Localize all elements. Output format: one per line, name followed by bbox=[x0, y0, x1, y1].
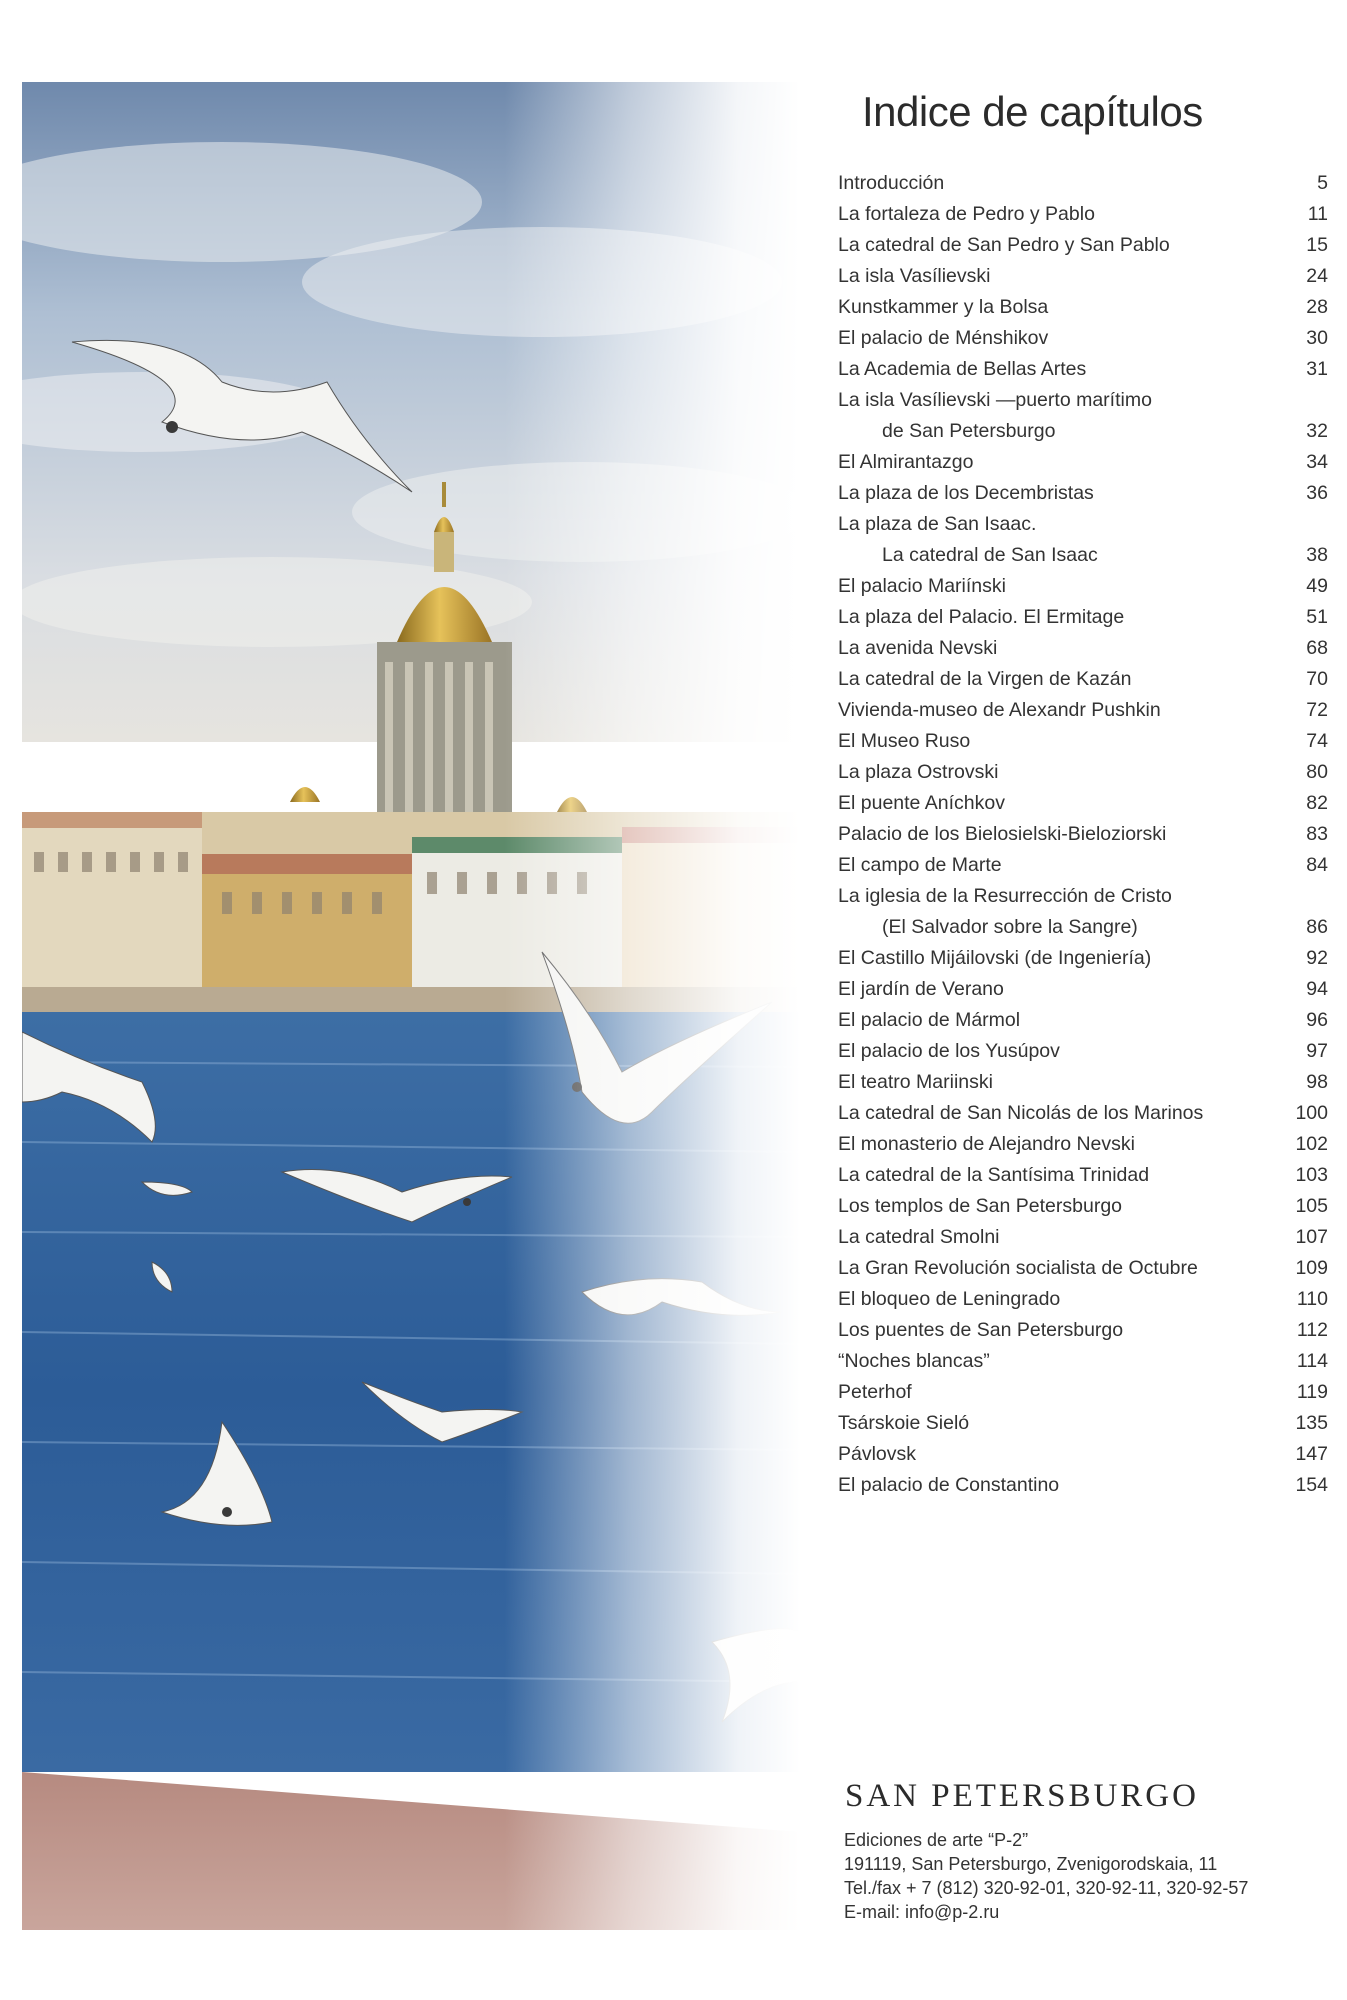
toc-entry-title bbox=[838, 1253, 1198, 1284]
table-of-contents bbox=[838, 168, 1328, 1501]
toc-entry-title bbox=[838, 323, 1048, 354]
toc-entry-title bbox=[838, 633, 997, 664]
toc-entry bbox=[838, 1191, 1328, 1222]
toc-entry-title bbox=[838, 571, 1006, 602]
toc-entry bbox=[838, 199, 1328, 230]
toc-entry-title-text: Los puentes de San Petersburgo bbox=[838, 1319, 1124, 1341]
publisher-address: 191119, San Petersburgo, Zvenigorodskaia, 11 bbox=[844, 1854, 1218, 1874]
toc-entry-title-text: El palacio de los Yusúpov bbox=[838, 1040, 1060, 1062]
toc-entry-page-number: 114 bbox=[1296, 1350, 1328, 1372]
photo-fade-overlay bbox=[22, 82, 800, 1930]
toc-entry-title-continuation: de San Petersburgo bbox=[882, 420, 1056, 442]
toc-entry-title-text: La catedral de San Pedro y San Pablo bbox=[838, 234, 1170, 256]
toc-entry-page-number: 32 bbox=[1306, 420, 1328, 442]
toc-entry bbox=[838, 664, 1328, 695]
toc-title: Indice de capítulos bbox=[862, 88, 1203, 135]
toc-entry-title-text: Vivienda-museo de Alexandr Pushkin bbox=[838, 699, 1161, 721]
toc-entry-title-text: El Castillo Mijáilovski (de Ingeniería) bbox=[838, 947, 1152, 969]
toc-entry-title-text: Introducción bbox=[838, 172, 945, 194]
toc-entry bbox=[838, 478, 1328, 509]
toc-entry bbox=[838, 695, 1328, 726]
publisher-phone: Tel./fax + 7 (812) 320-92-01, 320-92-11, 320-92-57 bbox=[844, 1878, 1249, 1898]
toc-entry-page-number: 80 bbox=[1306, 761, 1328, 783]
toc-entry-title-text: La catedral Smolni bbox=[838, 1226, 1000, 1248]
toc-entry-title-text: La isla Vasílievski —puerto marítimo bbox=[838, 389, 1152, 411]
toc-entry bbox=[838, 602, 1328, 633]
toc-entry-title-text: El campo de Marte bbox=[838, 854, 1002, 876]
toc-entry-title-text: Los templos de San Petersburgo bbox=[838, 1195, 1123, 1217]
toc-entry bbox=[838, 447, 1328, 478]
toc-entry-title-continuation: La catedral de San Isaac bbox=[882, 544, 1098, 566]
toc-entry-page-number: 49 bbox=[1306, 575, 1328, 597]
toc-entry bbox=[838, 323, 1328, 354]
toc-entry bbox=[838, 819, 1328, 850]
toc-entry bbox=[838, 571, 1328, 602]
toc-entry-title bbox=[838, 788, 1005, 819]
toc-entry-page-number: 102 bbox=[1295, 1133, 1328, 1155]
toc-entry bbox=[838, 788, 1328, 819]
toc-entry-page-number: 31 bbox=[1306, 358, 1328, 380]
toc-entry-page-number: 84 bbox=[1306, 854, 1328, 876]
toc-entry bbox=[838, 168, 1328, 199]
toc-entry-title bbox=[838, 168, 944, 199]
toc-entry bbox=[838, 1129, 1328, 1160]
toc-entry-title-text: Palacio de los Bielosielski-Bieloziorski bbox=[838, 823, 1167, 845]
toc-entry-title bbox=[838, 819, 1166, 850]
toc-entry-page-number: 68 bbox=[1306, 637, 1328, 659]
toc-entry-title-text: La catedral de la Virgen de Kazán bbox=[838, 668, 1132, 690]
toc-entry bbox=[838, 1346, 1328, 1377]
toc-entry-page-number: 98 bbox=[1306, 1071, 1328, 1093]
toc-entry-title-text: El jardín de Verano bbox=[838, 978, 1004, 1000]
toc-entry-page-number: 34 bbox=[1306, 451, 1328, 473]
toc-entry bbox=[838, 726, 1328, 757]
toc-entry-page-number: 70 bbox=[1306, 668, 1328, 690]
toc-entry-title bbox=[838, 292, 1048, 323]
toc-entry-page-number: 94 bbox=[1306, 978, 1328, 1000]
toc-entry bbox=[838, 1315, 1328, 1346]
publisher-email: E-mail: info@p-2.ru bbox=[844, 1902, 1000, 1922]
toc-entry-page-number: 110 bbox=[1296, 1288, 1328, 1310]
toc-entry-title bbox=[838, 850, 1002, 881]
toc-entry bbox=[838, 1408, 1328, 1439]
toc-entry-title bbox=[838, 664, 1131, 695]
toc-entry-title-text: El Almirantazgo bbox=[838, 451, 974, 473]
book-title: SAN PETERSBURGO bbox=[845, 1778, 1199, 1814]
toc-entry-title bbox=[838, 1439, 916, 1470]
toc-entry-page-number: 5 bbox=[1317, 172, 1328, 194]
toc-entry-title bbox=[838, 974, 1004, 1005]
toc-entry-page-number: 92 bbox=[1306, 947, 1328, 969]
toc-entry-title bbox=[838, 1315, 1123, 1346]
toc-entry-title bbox=[838, 1408, 969, 1439]
toc-entry bbox=[838, 633, 1328, 664]
toc-entry-title bbox=[838, 1222, 1000, 1253]
toc-entry-title bbox=[838, 1284, 1060, 1315]
toc-entry bbox=[838, 943, 1328, 974]
toc-entry-title bbox=[838, 509, 1098, 571]
toc-entry-title bbox=[838, 1470, 1059, 1501]
toc-entry-page-number: 100 bbox=[1295, 1102, 1328, 1124]
toc-entry-title bbox=[838, 447, 973, 478]
toc-entry-title bbox=[838, 478, 1094, 509]
toc-entry-title-text: Tsárskoie Sieló bbox=[838, 1412, 970, 1434]
toc-entry-title-text: El Museo Ruso bbox=[838, 730, 971, 752]
toc-entry bbox=[838, 974, 1328, 1005]
toc-entry-page-number: 86 bbox=[1306, 916, 1328, 938]
toc-entry-title bbox=[838, 230, 1170, 261]
toc-entry-title bbox=[838, 1129, 1135, 1160]
toc-entry-page-number: 109 bbox=[1295, 1257, 1328, 1279]
toc-entry-title bbox=[838, 1346, 990, 1377]
toc-entry bbox=[838, 1160, 1328, 1191]
toc-entry bbox=[838, 1439, 1328, 1470]
toc-entry-title-text: La isla Vasílievski bbox=[838, 265, 991, 287]
toc-entry-title-text: La catedral de San Nicolás de los Marinos bbox=[838, 1102, 1204, 1124]
toc-entry-page-number: 15 bbox=[1306, 234, 1328, 256]
toc-entry-title-text: Pávlovsk bbox=[838, 1443, 917, 1465]
toc-entry bbox=[838, 757, 1328, 788]
toc-entry-title-text: La plaza Ostrovski bbox=[838, 761, 999, 783]
toc-entry-title bbox=[838, 1005, 1020, 1036]
toc-entry bbox=[838, 1098, 1328, 1129]
toc-entry-title-text: El bloqueo de Leningrado bbox=[838, 1288, 1061, 1310]
toc-entry-page-number: 51 bbox=[1306, 606, 1328, 628]
toc-entry-title-text: “Noches blancas” bbox=[838, 1350, 990, 1372]
toc-entry-title bbox=[838, 757, 998, 788]
toc-entry-page-number: 112 bbox=[1296, 1319, 1328, 1341]
cover-photo bbox=[22, 82, 800, 1930]
toc-entry bbox=[838, 1284, 1328, 1315]
toc-entry-title bbox=[838, 602, 1124, 633]
toc-entry-title bbox=[838, 199, 1095, 230]
toc-entry-title-text: El palacio de Constantino bbox=[838, 1474, 1060, 1496]
toc-entry-title bbox=[838, 1098, 1203, 1129]
toc-entry-title-text: El teatro Mariinski bbox=[838, 1071, 993, 1093]
toc-entry bbox=[838, 385, 1328, 447]
toc-entry bbox=[838, 1067, 1328, 1098]
toc-entry-page-number: 135 bbox=[1295, 1412, 1328, 1434]
toc-entry bbox=[838, 1036, 1328, 1067]
toc-entry-title bbox=[838, 726, 970, 757]
toc-entry-page-number: 154 bbox=[1295, 1474, 1328, 1496]
toc-entry-page-number: 82 bbox=[1306, 792, 1328, 814]
toc-entry-title-text: La Academia de Bellas Artes bbox=[838, 358, 1087, 380]
toc-entry bbox=[838, 1222, 1328, 1253]
toc-entry-title bbox=[838, 385, 1152, 447]
toc-entry-page-number: 97 bbox=[1306, 1040, 1328, 1062]
toc-entry-title bbox=[838, 1067, 993, 1098]
toc-entry-page-number: 28 bbox=[1306, 296, 1328, 318]
toc-entry-title bbox=[838, 354, 1086, 385]
toc-entry bbox=[838, 509, 1328, 571]
toc-entry-title-text: El monasterio de Alejandro Nevski bbox=[838, 1133, 1135, 1155]
toc-entry-page-number: 119 bbox=[1296, 1381, 1328, 1403]
toc-entry bbox=[838, 354, 1328, 385]
toc-entry-title-text: La iglesia de la Resurrección de Cristo bbox=[838, 885, 1172, 907]
toc-entry-page-number: 72 bbox=[1306, 699, 1328, 721]
toc-entry bbox=[838, 1377, 1328, 1408]
toc-entry-title bbox=[838, 943, 1151, 974]
toc-entry-page-number: 74 bbox=[1306, 730, 1328, 752]
toc-entry-title-text: La catedral de la Santísima Trinidad bbox=[838, 1164, 1150, 1186]
toc-entry bbox=[838, 850, 1328, 881]
toc-entry-page-number: 96 bbox=[1306, 1009, 1328, 1031]
toc-entry-title-text: El palacio de Ménshikov bbox=[838, 327, 1049, 349]
toc-entry-page-number: 30 bbox=[1306, 327, 1328, 349]
toc-entry-page-number: 38 bbox=[1306, 544, 1328, 566]
toc-entry-title-text: Peterhof bbox=[838, 1381, 912, 1403]
toc-entry-page-number: 107 bbox=[1295, 1226, 1328, 1248]
toc-entry bbox=[838, 1253, 1328, 1284]
toc-entry bbox=[838, 292, 1328, 323]
toc-entry-title-continuation: (El Salvador sobre la Sangre) bbox=[882, 916, 1138, 938]
toc-entry-page-number: 24 bbox=[1306, 265, 1328, 287]
toc-entry-page-number: 103 bbox=[1295, 1164, 1328, 1186]
toc-entry-page-number: 147 bbox=[1295, 1443, 1328, 1465]
toc-entry bbox=[838, 261, 1328, 292]
toc-entry-page-number: 11 bbox=[1307, 203, 1328, 225]
toc-entry-title bbox=[838, 261, 990, 292]
toc-entry-title-text: La fortaleza de Pedro y Pablo bbox=[838, 203, 1095, 225]
publisher-imprint bbox=[844, 1828, 1248, 1924]
toc-entry-title bbox=[838, 881, 1172, 943]
toc-entry-title bbox=[838, 1160, 1149, 1191]
toc-entry-page-number: 83 bbox=[1306, 823, 1328, 845]
toc-entry-title-text: Kunstkammer y la Bolsa bbox=[838, 296, 1049, 318]
toc-entry-title-text: La plaza de San Isaac. bbox=[838, 513, 1037, 535]
toc-entry-title-text: La Gran Revolución socialista de Octubre bbox=[838, 1257, 1198, 1279]
toc-entry-title bbox=[838, 695, 1161, 726]
toc-entry-title-text: La avenida Nevski bbox=[838, 637, 998, 659]
publisher-name: Ediciones de arte “P-2” bbox=[844, 1830, 1029, 1850]
toc-entry-title-text: El palacio de Mármol bbox=[838, 1009, 1021, 1031]
toc-entry bbox=[838, 1470, 1328, 1501]
toc-entry bbox=[838, 1005, 1328, 1036]
toc-entry-title bbox=[838, 1036, 1060, 1067]
toc-entry-title-text: El puente Aníchkov bbox=[838, 792, 1005, 814]
toc-entry bbox=[838, 881, 1328, 943]
toc-entry-title bbox=[838, 1377, 912, 1408]
toc-entry-title bbox=[838, 1191, 1122, 1222]
toc-entry-title-text: El palacio Mariínski bbox=[838, 575, 1006, 597]
toc-entry-title-text: La plaza del Palacio. El Ermitage bbox=[838, 606, 1125, 628]
toc-entry bbox=[838, 230, 1328, 261]
toc-entry-title-text: La plaza de los Decembristas bbox=[838, 482, 1094, 504]
toc-entry-page-number: 105 bbox=[1295, 1195, 1328, 1217]
toc-entry-page-number: 36 bbox=[1306, 482, 1328, 504]
